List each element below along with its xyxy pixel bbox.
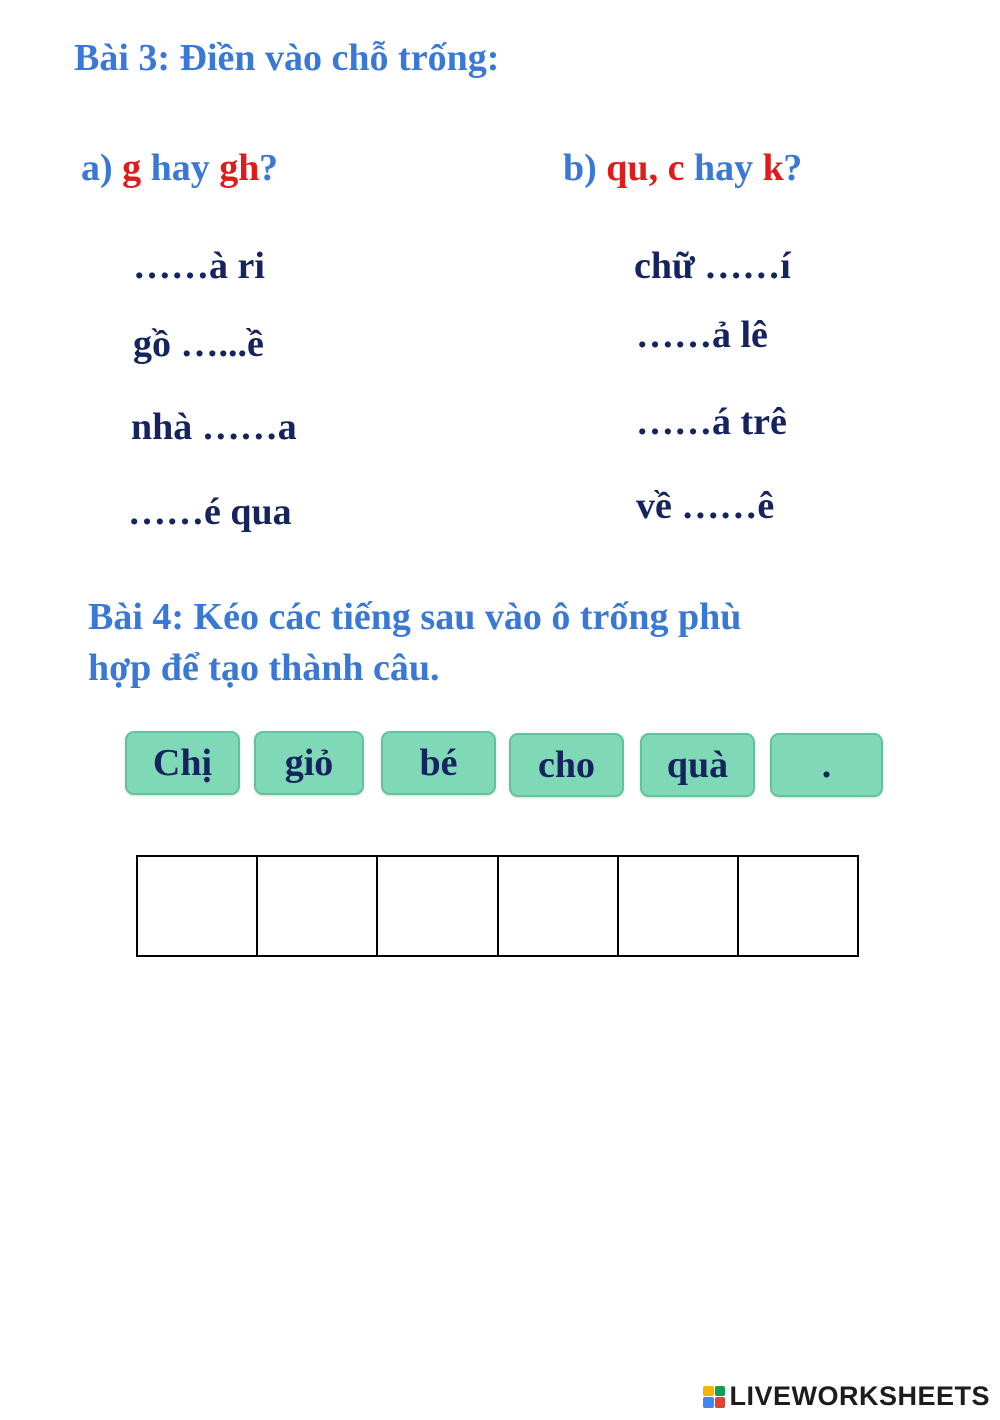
item-b-3[interactable]: ……á trê [636,401,787,443]
drop-slot-2[interactable] [258,857,378,955]
part-a-label [81,146,278,190]
logo-text: LIVEWORKSHEETS [729,1381,990,1411]
item-a-2[interactable]: gồ …...ề [133,323,264,365]
item-b-2[interactable]: ……ả lê [636,314,768,356]
part-b-option-c: c [667,147,685,189]
item-b-4[interactable]: về ……ê [636,485,775,527]
word-chip-qua[interactable]: quà [640,733,755,797]
part-a-prefix: a) [81,147,113,189]
drop-slot-1[interactable] [138,857,258,955]
word-chip-period[interactable]: . [770,733,883,797]
word-chip-cho[interactable]: cho [509,733,624,797]
liveworksheets-logo-icon [703,1386,725,1408]
answer-row [136,855,859,957]
exercise-4-title-line-2: hợp để tạo thành câu. [88,647,440,689]
part-b-prefix: b) [563,147,597,189]
word-chip-gio[interactable]: giỏ [254,731,364,795]
part-a-option-g: g [122,147,142,189]
drop-slot-5[interactable] [619,857,739,955]
part-b-hay: hay [693,147,754,189]
part-a-question-mark: ? [258,147,278,189]
liveworksheets-logo[interactable] [703,1381,990,1412]
drop-slot-6[interactable] [739,857,857,955]
part-a-hay: hay [150,147,210,189]
word-chip-be[interactable]: bé [381,731,496,795]
part-b-question-mark: ? [783,147,803,189]
word-chip-chi[interactable]: Chị [125,731,240,795]
part-b-option-k: k [762,147,784,189]
item-b-1[interactable]: chữ ……í [634,245,791,287]
exercise-4-title-line-1: Bài 4: Kéo các tiếng sau vào ô trống phù [88,596,742,638]
item-a-4[interactable]: ……é qua [128,491,292,533]
part-a-option-gh: gh [219,147,260,189]
part-b-label [563,146,802,190]
drop-slot-4[interactable] [499,857,619,955]
exercise-3-title: Bài 3: Điền vào chỗ trống: [74,37,500,79]
item-a-1[interactable]: ……à ri [133,245,265,287]
part-b-option-qu: qu, [606,147,659,189]
drop-slot-3[interactable] [378,857,498,955]
item-a-3[interactable]: nhà ……a [131,406,297,448]
